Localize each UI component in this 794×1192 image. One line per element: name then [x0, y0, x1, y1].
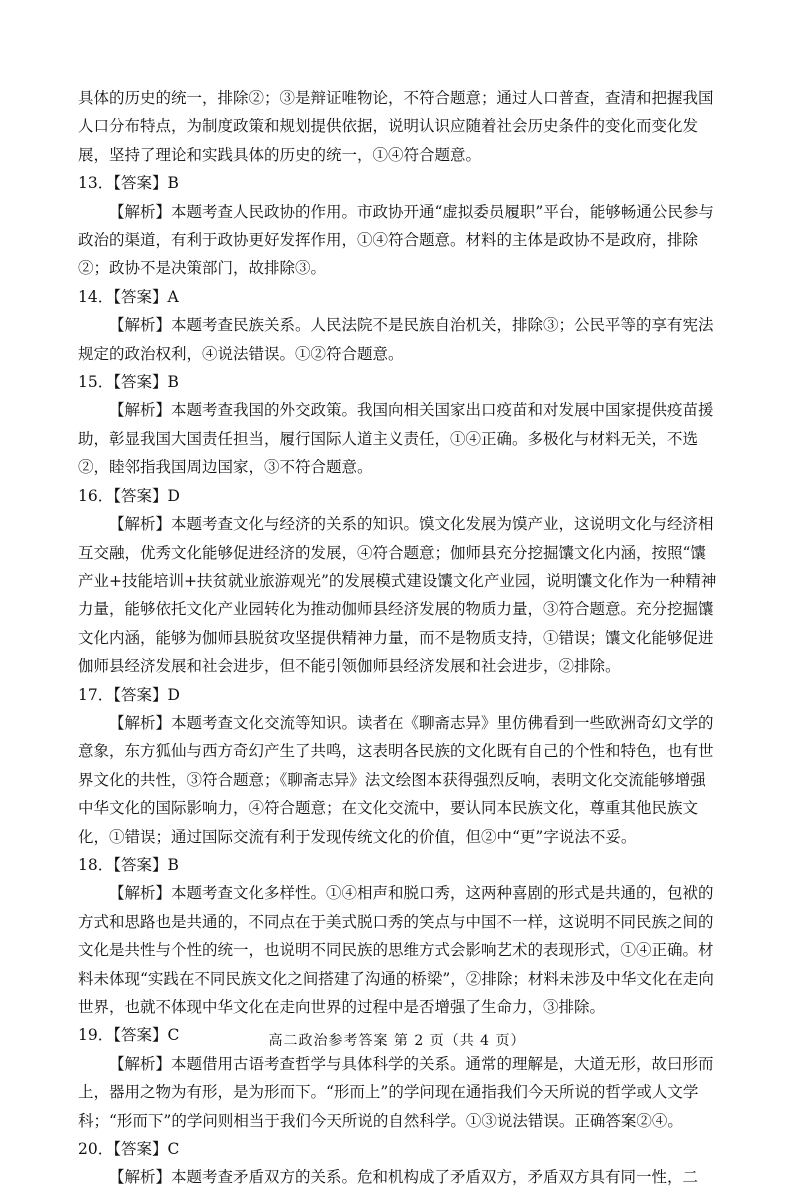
analysis-paragraph-20: 【解析】本题考查矛盾双方的关系。危和机构成了矛盾双方，矛盾双方具有同一性，二: [109, 1168, 699, 1187]
analysis-paragraph-16: 【解析】本题考查文化与经济的关系的知识。馍文化发展为馍产业，这说明文化与经济相互交融，优秀文化能够促进经济的发展，④符合题意；伽师县充分挖掘馕文化内涵，按照“馕产业+技能培训+扶贫就业旅游观光”的发展模式建设馕文化产业园，说明馕文化作为一种精神力量，能够依托文化产业园转化为推动伽师县经济发展的物质力量，③符合题意。充分挖掘馕文化内涵，能够为伽师县脱贫攻坚提供精神力量，而不是物质支持，①错误；馕文化能够促进伽师县经济发展和社会进步，但不能引领伽师县经济发展和社会进步，②排除。: [78, 515, 717, 676]
answer-line-18: 18．【答案】B: [78, 855, 179, 874]
answer-line-20: 20．【答案】C: [78, 1140, 180, 1159]
page-footer: 高二政治参考答案 第 2 页（共 4 页）: [268, 1033, 526, 1049]
page-content: [78, 84, 720, 1192]
answer-line-13: 13．【答案】B: [78, 174, 179, 193]
answer-line-15: 15．【答案】B: [78, 373, 179, 392]
intro-paragraph: 具体的历史的统一，排除②；③是辩证唯物论，不符合题意；通过人口普查，查清和把握我国人口分布特点，为制度政策和规划提供依据，说明认识应随着社会历史条件的变化而变化发展，坚持了理论和实践具体的历史的统一，①④符合题意。: [78, 89, 714, 164]
analysis-paragraph-17: 【解析】本题考查文化交流等知识。读者在《聊斋志异》里仿佛看到一些欧洲奇幻文学的意象，东方狐仙与西方奇幻产生了共鸣，这表明各民族的文化既有自己的个性和特色，也有世界文化的共性，③符合题意；《聊斋志异》法文绘图本获得强烈反响，表明文化交流能够增强中华文化的国际影响力，④符合题意；在文化交流中，要认同本民族文化，尊重其他民族文化，①错误；通过国际交流有利于发现传统文化的价值，但②中“更”字说法不妥。: [78, 713, 714, 846]
analysis-paragraph-15: 【解析】本题考查我国的外交政策。我国向相关国家出口疫苗和对发展中国家提供疫苗援助，彰显我国大国责任担当，履行国际人道主义责任，①④正确。多极化与材料无关，不选②，睦邻指我国周边国家，③不符合题意。: [78, 401, 714, 477]
analysis-paragraph-19: 【解析】本题借用古语考查哲学与具体科学的关系。通常的理解是，大道无形，故曰形而上，器用之物为有形，是为形而下。“形而上”的学问现在通指我们今天所说的哲学或人文学科；“形而下”的学问则相当于我们今天所说的自然科学。①③说法错误。正确答案②④。: [78, 1054, 714, 1130]
analysis-paragraph-13: 【解析】本题考查人民政协的作用。市政协开通“虚拟委员履职”平台，能够畅通公民参与政治的渠道，有利于政协更好发挥作用，①④符合题意。材料的主体是政协不是政府，排除②；政协不是决策部门，故排除③。: [78, 202, 714, 278]
answer-line-16: 16．【答案】D: [78, 486, 180, 505]
answer-line-17: 17．【答案】D: [78, 685, 180, 704]
answer-line-14: 14．【答案】A: [78, 287, 179, 306]
analysis-paragraph-14: 【解析】本题考查民族关系。人民法院不是民族自治机关，排除③；公民平等的享有宪法规定的政治权利，④说法错误。①②符合题意。: [78, 316, 714, 363]
analysis-paragraph-18: 【解析】本题考查文化多样性。①④相声和脱口秀，这两种喜剧的形式是共通的，包袱的方式和思路也是共通的，不同点在于美式脱口秀的笑点与中国不一样，这说明不同民族之间的文化是共性与个性的统一，也说明不同民族的思维方式会影响艺术的表现形式，①④正确。材料未体现“实践在不同民族文化之间搭建了沟通的桥梁”，②排除；材料未涉及中华文化在走向世界，也就不体现中华文化在走向世界的过程中是否增强了生命力，③排除。: [78, 884, 714, 1016]
answer-line-19: 19．【答案】C: [78, 1026, 180, 1045]
